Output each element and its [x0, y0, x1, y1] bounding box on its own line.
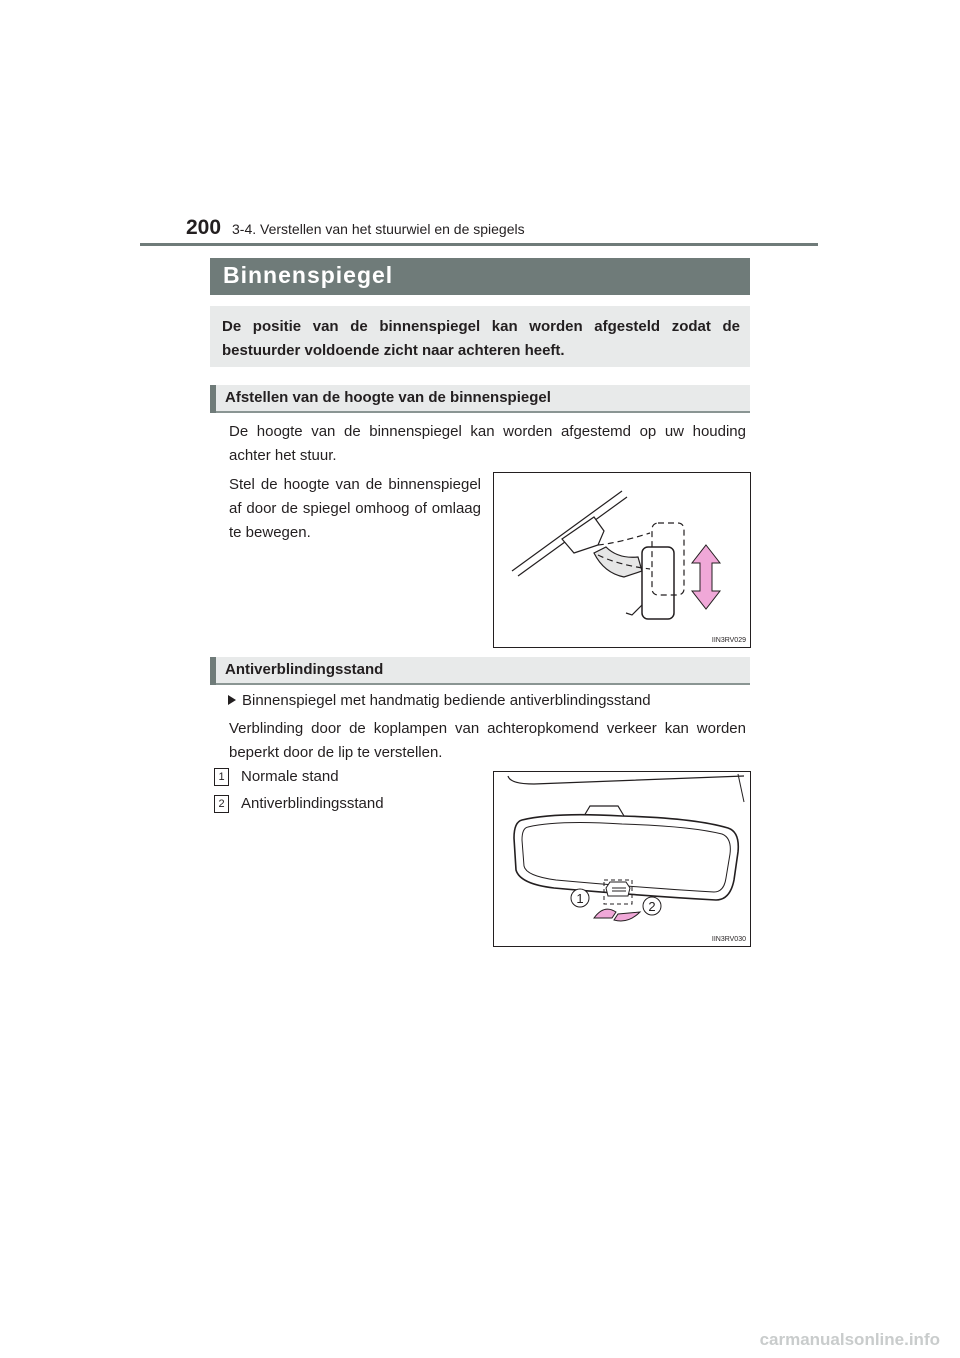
figure-code: IIN3RV030: [711, 936, 746, 943]
section-heading-label: Afstellen van de hoogte van de binnenspiegel: [225, 389, 551, 406]
intro-box: [210, 306, 750, 367]
item-number: 1: [214, 768, 229, 786]
paragraph-height-intro: De hoogte van de binnenspiegel kan worden afgestemd op uw houding achter het stuur.: [229, 423, 746, 464]
paragraph-height-instruction: Stel de hoogte van de binnenspiegel af door de spiegel omhoog of omlaag te bewegen.: [229, 476, 481, 541]
item-number: 2: [214, 795, 229, 813]
running-header: 3-4. Verstellen van het stuurwiel en de spiegels: [232, 221, 525, 237]
section-heading-label: Antiverblindingsstand: [225, 661, 384, 678]
header-divider: [140, 243, 818, 246]
paragraph-antiglare: Verblinding door de koplampen van achteropkomend verkeer kan worden beperkt door de lip te verstellen.: [229, 720, 746, 761]
item-label: Antiverblindingsstand: [241, 795, 384, 812]
page-number: 200: [186, 216, 222, 239]
numbered-item: [214, 792, 474, 816]
figure-mirror-antiglare: [493, 771, 751, 947]
section-marker: [210, 385, 216, 413]
section-heading-antiglare: [210, 657, 750, 685]
intro-text: De positie van de binnenspiegel kan worden afgesteld zodat de bestuurder voldoende zicht naar achteren heeft.: [222, 318, 740, 359]
item-label: Normale stand: [241, 768, 339, 785]
bullet-arrow-icon: [228, 695, 236, 705]
figure-code: IIN3RV029: [711, 637, 746, 644]
mirror-antiglare-illustration: [494, 772, 750, 946]
figure-mirror-height: [493, 472, 751, 648]
title-bar: [210, 258, 750, 295]
page-title: Binnenspiegel: [223, 262, 394, 288]
section-heading-height: [210, 385, 750, 413]
bullet-item: [228, 689, 748, 713]
bullet-text: Binnenspiegel met handmatig bediende antiverblindingsstand: [242, 692, 651, 709]
watermark: carmanualsonline.info: [759, 1330, 940, 1349]
numbered-item: [214, 765, 474, 789]
figure-callout-1: 1: [576, 891, 584, 906]
mirror-height-illustration: [494, 473, 750, 647]
figure-callout-2: 2: [648, 899, 656, 914]
section-marker: [210, 657, 216, 685]
